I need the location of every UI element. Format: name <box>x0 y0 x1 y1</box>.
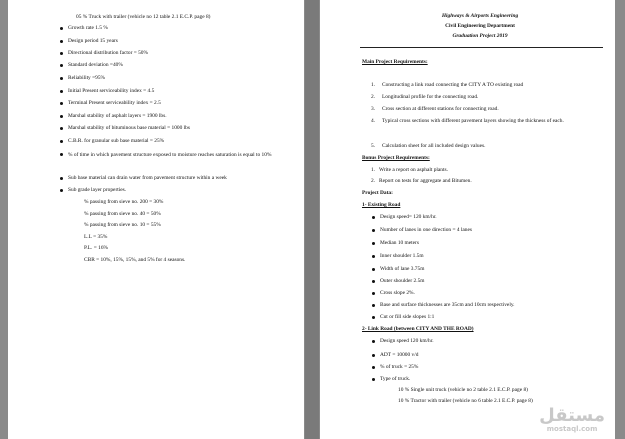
document-page-right: Highways & Airports Engineering Civil Engineering Department Graduation Project 2019 Main Project Requirements: 1. Constructing a link road connecting the CITY A TO existing road 2. Longitudinal profile for the connecting road. 3. Cross section at different stations for connecting road. 4. Typical cross sections with different pavement layers showing the thickness of each. 5. Calculation sheet for all included design values. Bonus Project Requirements: 1. Write a report on asphalt plants. 2. Report on tests for aggregate and Bitumen. Project Data: 1- Existing Road Design speed= 120 km/hr. Number of lanes in one direction = 4 lanes Median 10 meters Inner shoulder 1.5m Width of lane 3.75m Outer shoulder 2.5m Cross slope 2%. Base and surface thicknesses are 35cm and 10cm respectively. Cut or fill side slopes 1:1 2- Link Road (between CITY AND THE ROAD) Design speed 120 km/hr. ADT = 10000 v/d % of truck = 25% Type of truck. 10 % Single unit truck (vehicle no 2 table 2.1 E.C.P. page 8) 10 % Tractor with trailer (vehicle no 6 table 2.1 E.C.P. page 8) مستقل mostaql.com <box>320 0 615 439</box>
truck-line: 10 % Tractor with trailer (vehicle no 6 table 2.1 E.C.P. page 8) <box>398 398 533 404</box>
bullet-dot <box>60 189 63 192</box>
subgrade-line: P.L. = 16% <box>84 245 109 251</box>
existing-item: Design speed= 120 km/hr. <box>380 214 437 220</box>
header-line2: Civil Engineering Department <box>445 23 515 29</box>
top-line: 05 % Truck with trailer (vehicle no 12 table 2.1 E.C.P. page 8) <box>76 14 211 20</box>
main-item: Cross section at different stations for connecting road. <box>382 106 499 112</box>
main-heading: Main Project Requirements: <box>362 59 428 65</box>
header-rule <box>360 47 603 48</box>
bullet-dot <box>60 115 63 118</box>
existing-item: Width of lane 3.75m <box>380 266 425 272</box>
bullet-dot <box>60 27 63 30</box>
list-item: Sub grade layer properties. <box>68 187 127 193</box>
truck-line: 10 % Single unit truck (vehicle no 2 table 2.1 E.C.P. page 8) <box>398 387 528 393</box>
link-item: ADT = 10000 v/d <box>380 352 419 358</box>
bullet-dot <box>60 64 63 67</box>
header-line3: Graduation Project 2019 <box>452 33 508 39</box>
list-item: Standard deviation =40% <box>68 62 123 68</box>
main-item: Calculation sheet for all included design values. <box>382 143 486 149</box>
bullet-dot <box>372 280 375 283</box>
bullet-dot <box>60 153 63 156</box>
subgrade-line: % passing from sieve no. 200 = 30% <box>84 199 164 205</box>
bullet-dot <box>60 40 63 43</box>
bonus-item: Report on tests for aggregate and Bitumen. <box>379 178 472 184</box>
list-item: Initial Present serviceability index = 4.5 <box>68 88 155 94</box>
list-item: Design period 15 years <box>68 38 118 44</box>
link-item: Design speed 120 km/hr. <box>380 338 434 344</box>
bullet-dot <box>60 102 63 105</box>
bullet-dot <box>372 216 375 219</box>
existing-item: Outer shoulder 2.5m <box>380 278 425 284</box>
bullet-dot <box>372 242 375 245</box>
bullet-dot <box>372 378 375 381</box>
subgrade-line: % passing from sieve no. 10 = 55% <box>84 222 161 228</box>
list-item: Directional distribution factor = 50% <box>68 50 148 56</box>
subgrade-line: L.L = 35% <box>84 234 108 240</box>
bullet-dot <box>372 366 375 369</box>
list-item: Growth rate 1.5 % <box>68 25 108 31</box>
existing-item: Base and surface thicknesses are 35cm and 10cm respectively. <box>380 302 515 308</box>
list-item: Sub base material can drain water from pavement structure within a week <box>68 175 227 181</box>
list-item: C.B.R. for granular sub base material = 25% <box>68 138 165 144</box>
header-line1: Highways & Airports Engineering <box>441 13 519 19</box>
bullet-dot <box>372 292 375 295</box>
watermark-logo <box>539 407 605 433</box>
document-page-left <box>8 0 304 439</box>
list-item: Marshal stability of bituminous base material = 1000 lbs <box>68 125 190 131</box>
existing-item: Number of lanes in one direction = 4 lanes <box>380 227 472 233</box>
watermark-arabic: مستقل <box>539 405 605 426</box>
main-item: Typical cross sections with different pavement layers showing the thickness of each. <box>382 118 564 124</box>
list-item: Reliability =95% <box>68 75 106 81</box>
list-item: % of time in which pavement structure exposed to moisture reaches saturation is equal to 10% <box>68 152 272 158</box>
list-item: Terminal Present serviceability index = 2.5 <box>68 100 161 106</box>
bullet-dot <box>60 90 63 93</box>
subgrade-line: % passing from sieve no. 40 = 50% <box>84 211 161 217</box>
bullet-dot <box>60 140 63 143</box>
existing-item: Median 10 meters <box>380 240 419 246</box>
link-item: % of truck = 25% <box>380 364 419 370</box>
main-item: Longitudinal profile for the connecting road. <box>382 94 479 100</box>
existing-item: Cut or fill side slopes 1:1 <box>380 314 435 320</box>
link-heading: 2- Link Road (between CITY AND THE ROAD) <box>362 326 474 332</box>
subgrade-line: CBR = 10%, 15%, 15%, and 5% for 4 seasons. <box>84 257 186 263</box>
link-item: Type of truck. <box>380 376 411 382</box>
main-item: Constructing a link road connecting the CITY A TO existing road <box>382 82 524 88</box>
bullet-dot <box>60 77 63 80</box>
bullet-dot <box>372 255 375 258</box>
bullet-dot <box>372 304 375 307</box>
bullet-dot <box>372 316 375 319</box>
bullet-dot <box>372 354 375 357</box>
data-heading: Project Data: <box>362 190 393 196</box>
bonus-heading: Bonus Project Requirements: <box>362 155 430 161</box>
existing-item: Cross slope 2%. <box>380 290 415 296</box>
existing-item: Inner shoulder 1.5m <box>380 253 424 259</box>
existing-heading: 1- Existing Road <box>362 202 401 208</box>
bullet-dot <box>60 177 63 180</box>
list-item: Marshal stability of asphalt layers = 1900 lbs. <box>68 113 167 119</box>
bullet-dot <box>60 52 63 55</box>
watermark-latin: mostaql.com <box>546 425 598 433</box>
bullet-dot <box>372 340 375 343</box>
bullet-dot <box>372 268 375 271</box>
bullet-dot <box>372 229 375 232</box>
bonus-item: Write a report on asphalt plants. <box>379 167 448 173</box>
page-gap <box>305 0 319 439</box>
bullet-dot <box>60 127 63 130</box>
